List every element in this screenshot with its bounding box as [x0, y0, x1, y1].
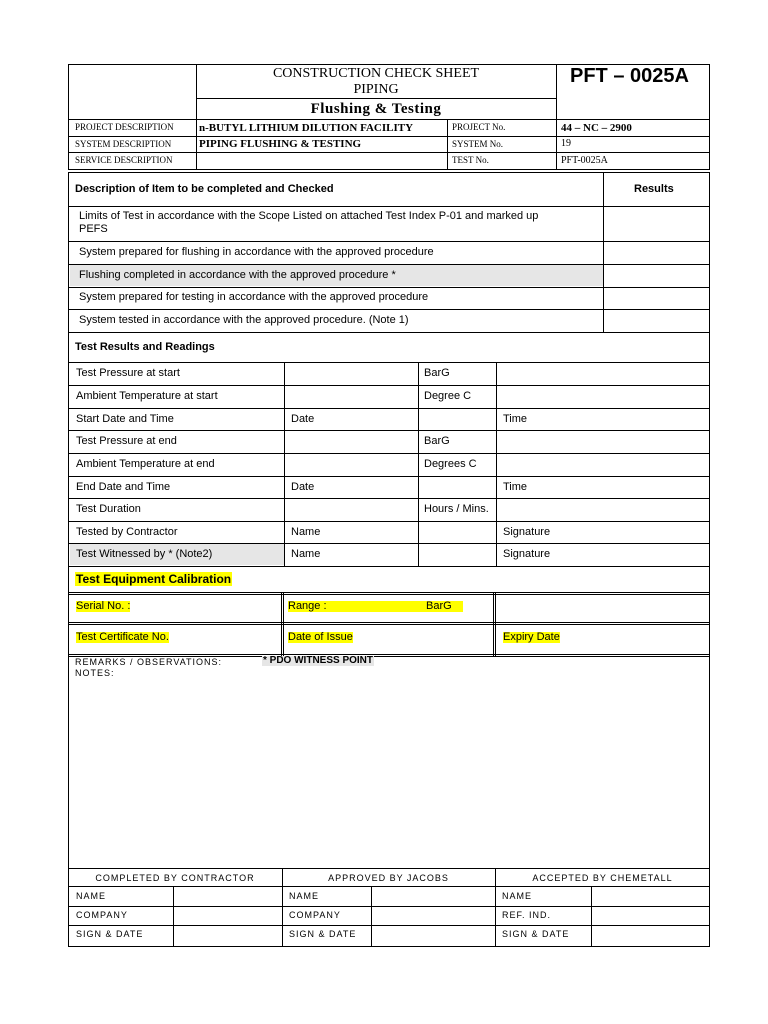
system-no-label: SYSTEM No.: [452, 139, 504, 149]
document-code: PFT – 0025A: [570, 65, 689, 87]
header-divider: [196, 98, 556, 99]
witness-point-note: * PDO WITNESS POINT: [263, 655, 374, 666]
project-description-label: PROJECT DESCRIPTION: [75, 122, 174, 132]
calibration-heading: Test Equipment Calibration: [76, 572, 232, 586]
row-divider: [68, 624, 710, 625]
reading-label: Test Pressure at start: [76, 367, 180, 379]
page-subtitle: PIPING: [353, 82, 399, 97]
row-divider: [68, 408, 710, 409]
checklist-item: Flushing completed in accordance with the approved procedure *: [79, 269, 396, 281]
header-divider: [196, 119, 197, 170]
reading-c4: Signature: [503, 548, 551, 560]
signoff-field-label: NAME: [76, 891, 107, 901]
signoff-field-label: SIGN & DATE: [289, 929, 357, 939]
reading-label: End Date and Time: [76, 481, 171, 493]
row-divider: [68, 594, 710, 595]
reading-c3: Hours / Mins.: [424, 503, 489, 515]
column-divider: [283, 592, 284, 656]
checklist-header-description: Description of Item to be completed and Checked: [75, 183, 334, 195]
row-divider: [68, 622, 710, 623]
notes-label: NOTES:: [75, 668, 115, 678]
row-divider: [68, 566, 710, 567]
signoff-field-label: NAME: [502, 891, 533, 901]
row-divider: [68, 868, 710, 869]
reading-label: Test Duration: [76, 503, 141, 515]
reading-c3: Degrees C: [424, 458, 477, 470]
remarks-label: REMARKS / OBSERVATIONS:: [75, 657, 223, 667]
test-no-label: TEST No.: [452, 155, 489, 165]
header-divider: [556, 119, 557, 170]
signoff-column-header: ACCEPTED BY CHEMETALL: [532, 873, 673, 883]
signoff-column-header: APPROVED BY JACOBS: [328, 873, 449, 883]
row-divider: [68, 332, 710, 333]
row-divider: [68, 385, 710, 386]
system-description-label: SYSTEM DESCRIPTION: [75, 139, 172, 149]
row-divider: [68, 476, 710, 477]
column-divider: [371, 886, 372, 947]
header-divider: [68, 136, 710, 137]
page-section-title: Flushing & Testing: [310, 101, 442, 117]
range-label: Range :: [288, 600, 327, 612]
column-divider: [496, 362, 497, 566]
date-of-issue-field: Date of Issue: [288, 631, 353, 643]
checklist-item: Limits of Test in accordance with the Scope Listed on attached Test Index P-01 and marked up: [79, 210, 539, 222]
row-divider: [68, 925, 710, 926]
signoff-column-header: COMPLETED BY CONTRACTOR: [95, 873, 255, 883]
project-no-value: 44 – NC – 2900: [561, 122, 632, 134]
checklist-item: System prepared for testing in accordance with the approved procedure: [79, 291, 429, 303]
column-divider: [284, 362, 285, 566]
signoff-field-label: COMPANY: [76, 910, 128, 920]
signoff-field-label: REF. IND.: [502, 910, 552, 920]
header-divider: [68, 152, 710, 153]
system-no-value: 19: [561, 138, 571, 149]
project-no-label: PROJECT No.: [452, 122, 506, 132]
reading-c2: Date: [291, 413, 315, 425]
header-divider: [68, 119, 710, 120]
row-divider: [68, 241, 710, 242]
row-divider: [68, 430, 710, 431]
signoff-field-label: NAME: [289, 891, 320, 901]
signoff-field-label: COMPANY: [289, 910, 341, 920]
test-certificate-field: Test Certificate No.: [76, 631, 169, 643]
reading-c4: Signature: [503, 526, 551, 538]
test-no-value: PFT-0025A: [561, 155, 608, 166]
column-divider: [418, 362, 419, 566]
reading-c4: Time: [503, 481, 528, 493]
reading-label: Test Pressure at end: [76, 435, 177, 447]
column-divider: [281, 592, 282, 656]
reading-label: Tested by Contractor: [76, 526, 178, 538]
row-divider: [68, 206, 710, 207]
system-description-value: PIPING FLUSHING & TESTING: [199, 138, 362, 150]
serial-no-field: Serial No. :: [76, 600, 131, 612]
expiry-date-field: Expiry Date: [503, 631, 560, 643]
column-divider: [495, 592, 496, 656]
reading-label: Start Date and Time: [76, 413, 174, 425]
header-divider: [447, 119, 448, 170]
signoff-field-label: SIGN & DATE: [76, 929, 144, 939]
row-divider: [68, 453, 710, 454]
reading-label: Test Witnessed by * (Note2): [76, 548, 213, 560]
row-divider: [68, 654, 710, 655]
checklist-item: System tested in accordance with the approved procedure. (Note 1): [79, 314, 409, 326]
reading-label: Ambient Temperature at end: [76, 458, 215, 470]
reading-c3: Degree C: [424, 390, 472, 402]
project-description-value: n-BUTYL LITHIUM DILUTION FACILITY: [199, 122, 414, 134]
header-divider: [556, 64, 557, 120]
column-divider: [173, 886, 174, 947]
row-divider: [68, 362, 710, 363]
row-divider: [68, 886, 710, 887]
row-divider: [68, 287, 710, 288]
reading-c2: Date: [291, 481, 315, 493]
column-divider: [591, 886, 592, 947]
row-divider: [68, 521, 710, 522]
row-divider: [68, 498, 710, 499]
row-divider: [68, 309, 710, 310]
readings-heading: Test Results and Readings: [75, 341, 215, 353]
signoff-field-label: SIGN & DATE: [502, 929, 570, 939]
checklist-header-results: Results: [634, 183, 674, 195]
range-field: [288, 601, 463, 612]
reading-c3: BarG: [424, 435, 450, 447]
checklist-item: System prepared for flushing in accordance with the approved procedure: [79, 246, 434, 258]
row-divider: [68, 592, 710, 593]
page-title: CONSTRUCTION CHECK SHEET: [272, 66, 480, 81]
row-divider: [68, 906, 710, 907]
reading-c3: BarG: [424, 367, 450, 379]
checklist-item: PEFS: [79, 223, 108, 235]
reading-c4: Time: [503, 413, 528, 425]
reading-c2: Name: [291, 548, 321, 560]
results-divider: [603, 172, 604, 332]
service-description-label: SERVICE DESCRIPTION: [75, 155, 173, 165]
range-unit: BarG: [426, 600, 452, 612]
reading-c2: Name: [291, 526, 321, 538]
reading-label: Ambient Temperature at start: [76, 390, 218, 402]
column-divider: [493, 592, 494, 656]
